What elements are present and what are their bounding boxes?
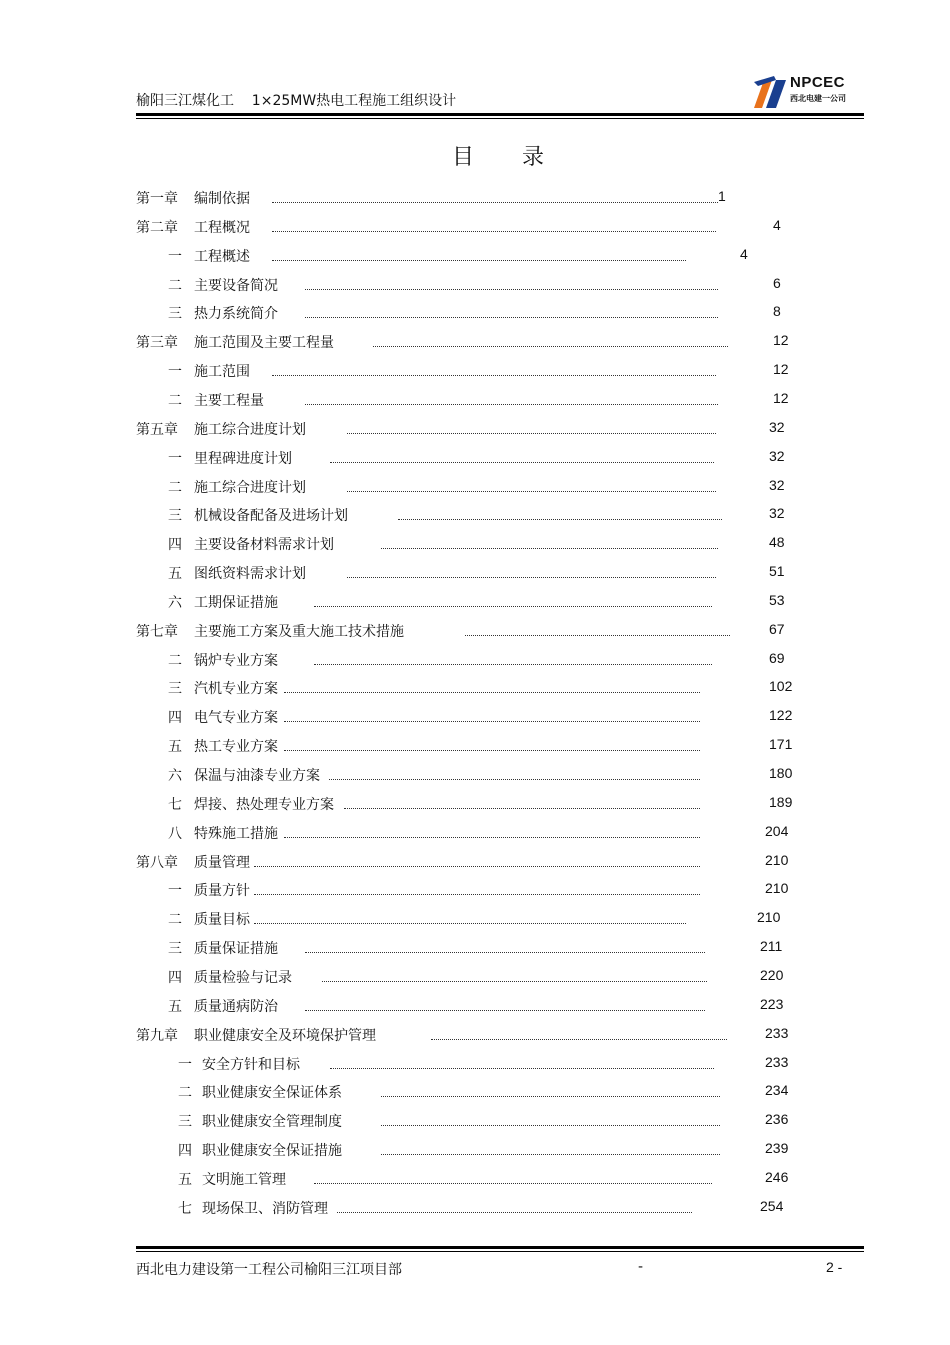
toc-entry-label: 主要施工方案及重大施工技术措施 — [194, 623, 404, 640]
toc-entry-number: 六 — [168, 594, 182, 611]
toc-entry-number: 第一章 — [136, 191, 178, 207]
toc-entry-page: 220 — [760, 966, 784, 983]
toc-entry-page: 32 — [769, 418, 785, 435]
toc-entry-label: 主要设备材料需求计划 — [194, 537, 334, 554]
toc-entry-page: 67 — [769, 620, 785, 637]
toc-entry-page: 1 — [718, 188, 726, 204]
toc-entry-label: 职业健康安全及环境保护管理 — [194, 1027, 376, 1044]
toc-entry-label: 编制依据 — [194, 191, 250, 207]
toc-entry-number: 三 — [168, 508, 182, 525]
toc-entry-leader — [305, 303, 718, 318]
toc-entry-page: 211 — [760, 938, 783, 955]
toc-entry-number: 一 — [168, 248, 182, 265]
toc-entry-leader — [381, 1082, 720, 1097]
toc-entry-number: 第三章 — [136, 335, 178, 352]
toc-entry — [0, 678, 950, 700]
toc-entry-page: 189 — [769, 793, 793, 810]
toc-entry-label: 热工专业方案 — [194, 739, 278, 756]
toc-entry-number: 一 — [168, 450, 182, 467]
toc-entry-leader — [305, 996, 705, 1011]
toc-entry-page: 246 — [765, 1168, 789, 1185]
toc-entry-number: 二 — [168, 392, 182, 409]
toc-entry-page: 122 — [769, 707, 793, 724]
toc-entry-number: 二 — [168, 277, 182, 294]
toc-entry — [0, 1140, 950, 1162]
toc-entry-number: 六 — [168, 768, 182, 784]
toc-entry — [0, 736, 950, 758]
toc-entry-leader — [272, 361, 716, 376]
toc-entry-leader — [398, 505, 722, 520]
toc-entry — [0, 419, 950, 441]
toc-entry-label: 施工范围及主要工程量 — [194, 335, 334, 352]
toc-entry — [0, 765, 950, 787]
toc-entry-page: 210 — [765, 851, 789, 868]
toc-entry-label: 保温与油漆专业方案 — [194, 768, 320, 784]
toc-entry-page: 53 — [769, 591, 785, 608]
toc-entry-page: 102 — [769, 678, 793, 695]
toc-entry-leader — [272, 217, 716, 232]
toc-entry — [0, 996, 950, 1018]
toc-entry-label: 锅炉专业方案 — [194, 652, 278, 669]
toc-entry-leader — [314, 1169, 712, 1184]
toc-entry-label: 工程概况 — [194, 219, 250, 236]
toc-entry — [0, 938, 950, 960]
toc-entry — [0, 1082, 950, 1104]
toc-entry — [0, 1025, 950, 1047]
toc-entry-page: 69 — [769, 649, 785, 666]
toc-entry-page: 4 — [773, 216, 781, 233]
toc-entry-number: 第二章 — [136, 219, 178, 236]
toc-entry-leader — [314, 592, 712, 607]
toc-entry-number: 第七章 — [136, 623, 178, 640]
toc-entry-label: 质量保证措施 — [194, 941, 278, 958]
toc-entry-label: 汽机专业方案 — [194, 681, 278, 698]
toc-entry-leader — [254, 909, 686, 924]
toc-entry-label: 特殊施工措施 — [194, 825, 278, 842]
footer-separator: - — [638, 1259, 644, 1275]
toc-entry-leader — [373, 332, 728, 347]
toc-entry-leader — [344, 794, 700, 809]
toc-entry-label: 焊接、热处理专业方案 — [194, 796, 334, 813]
toc-entry-page: 180 — [769, 765, 793, 781]
toc-entry-number: 二 — [168, 479, 182, 496]
toc-entry-leader — [381, 534, 718, 549]
header-title: 榆阳三江煤化工 1×25MW热电工程施工组织设计 — [136, 93, 457, 109]
toc-entry — [0, 592, 950, 614]
toc-entry-label: 电气专业方案 — [194, 710, 278, 727]
toc-entry-leader — [347, 477, 716, 492]
toc-entry-leader — [431, 1025, 727, 1040]
toc-entry-label: 职业健康安全保证措施 — [202, 1143, 342, 1160]
toc-entry-label: 施工综合进度计划 — [194, 421, 306, 438]
toc-entry-page: 12 — [773, 389, 789, 406]
toc-entry-number: 三 — [168, 306, 182, 323]
toc-entry-label: 施工综合进度计划 — [194, 479, 306, 496]
toc-entry-leader — [284, 736, 700, 751]
toc-entry-number: 一 — [168, 883, 182, 900]
toc-entry-leader — [347, 419, 716, 434]
toc-entry — [0, 1111, 950, 1133]
toc-entry — [0, 1054, 950, 1076]
toc-entry — [0, 880, 950, 902]
toc-entry-number: 四 — [168, 710, 182, 727]
toc-entry-leader — [465, 621, 730, 636]
toc-entry-leader — [330, 448, 714, 463]
toc-entry — [0, 1198, 950, 1220]
toc-entry-label: 质量检验与记录 — [194, 969, 292, 986]
header-rule-thick — [136, 113, 864, 116]
toc-entry — [0, 823, 950, 845]
toc-entry-number: 四 — [178, 1143, 192, 1160]
logo-subtitle: 西北电建一公司 — [790, 94, 846, 103]
toc-entry — [0, 650, 950, 672]
toc-entry-leader — [337, 1198, 692, 1213]
footer-rule-thin — [136, 1251, 864, 1252]
toc-entry-number: 二 — [168, 912, 182, 929]
toc-entry — [0, 332, 950, 354]
toc-entry-label: 工期保证措施 — [194, 594, 278, 611]
toc-entry-leader — [284, 823, 700, 838]
toc-entry-number: 五 — [168, 566, 182, 583]
toc-entry-number: 第五章 — [136, 421, 178, 438]
toc-entry-page: 4 — [740, 245, 748, 262]
toc-entry-label: 现场保卫、消防管理 — [202, 1200, 328, 1217]
toc-entry — [0, 188, 950, 210]
header-rule-thin — [136, 118, 864, 119]
toc-entry-label: 质量通病防治 — [194, 998, 278, 1015]
toc-entry-page: 210 — [765, 880, 789, 897]
toc-entry — [0, 303, 950, 325]
toc-entry-page: 171 — [769, 736, 793, 753]
toc-entry — [0, 361, 950, 383]
toc-entry-number: 一 — [178, 1056, 192, 1073]
toc-entry-page: 233 — [765, 1024, 789, 1041]
toc-entry-leader — [254, 852, 700, 867]
toc-entry-number: 第八章 — [136, 854, 178, 871]
toc-entry-leader — [322, 967, 707, 982]
footer-rule-thick — [136, 1246, 864, 1249]
toc-entry-number: 第九章 — [136, 1027, 178, 1044]
toc-entry-label: 职业健康安全保证体系 — [202, 1085, 342, 1102]
toc-entry — [0, 275, 950, 297]
toc-entry-page: 6 — [773, 274, 781, 291]
toc-entry — [0, 852, 950, 874]
toc-entry-number: 二 — [168, 652, 182, 669]
page-number: 2 - — [826, 1259, 843, 1275]
toc-entry-leader — [329, 765, 700, 780]
toc-entry-page: 223 — [760, 995, 784, 1012]
toc-entry — [0, 217, 950, 239]
toc-entry — [0, 794, 950, 816]
toc-entry — [0, 563, 950, 585]
toc-entry-label: 热力系统简介 — [194, 306, 278, 323]
toc-entry-leader — [272, 246, 686, 261]
toc-entry-leader — [305, 390, 718, 405]
toc-title: 目录 — [452, 145, 593, 170]
toc-entry-page: 210 — [757, 909, 781, 926]
toc-entry — [0, 967, 950, 989]
toc-entry-label: 文明施工管理 — [202, 1171, 286, 1188]
toc-entry-page: 12 — [773, 332, 789, 349]
toc-entry-number: 四 — [168, 969, 182, 986]
toc-entry — [0, 448, 950, 470]
toc-entry-label: 图纸资料需求计划 — [194, 566, 306, 583]
toc-entry-number: 二 — [178, 1085, 192, 1102]
toc-entry-label: 质量管理 — [194, 854, 250, 871]
toc-entry-number: 五 — [178, 1171, 192, 1188]
toc-entry — [0, 477, 950, 499]
toc-entry-number: 七 — [178, 1200, 192, 1217]
toc-entry-label: 质量目标 — [194, 912, 250, 929]
toc-entry-label: 机械设备配备及进场计划 — [194, 508, 348, 525]
toc-entry-label: 工程概述 — [194, 248, 250, 265]
toc-entry-number: 一 — [168, 364, 182, 381]
toc-entry-leader — [314, 650, 712, 665]
toc-entry-page: 32 — [769, 447, 785, 464]
logo-text: NPCEC — [790, 74, 846, 91]
toc-entry-page: 12 — [773, 361, 789, 378]
toc-entry-page: 204 — [765, 822, 789, 839]
toc-entry-page: 234 — [765, 1082, 789, 1099]
toc-entry — [0, 246, 950, 268]
toc-entry-number: 五 — [168, 739, 182, 756]
toc-entry-page: 233 — [765, 1053, 789, 1070]
toc-entry-label: 里程碑进度计划 — [194, 450, 292, 467]
toc-entry-page: 32 — [769, 505, 785, 522]
toc-entry-leader — [254, 880, 700, 895]
toc-entry-page: 254 — [760, 1197, 784, 1214]
toc-entry-page: 51 — [769, 563, 785, 580]
toc-entry-page: 8 — [773, 303, 781, 320]
toc-entry-leader — [284, 678, 700, 693]
toc-entry — [0, 534, 950, 556]
toc-entry — [0, 390, 950, 412]
toc-entry — [0, 621, 950, 643]
toc-entry-leader — [381, 1111, 720, 1126]
toc-entry-number: 四 — [168, 537, 182, 554]
toc-entry-leader — [284, 707, 700, 722]
toc-entry-label: 施工范围 — [194, 364, 250, 381]
footer-organization: 西北电力建设第一工程公司榆阳三江项目部 — [136, 1262, 402, 1278]
toc-entry-page: 32 — [769, 476, 785, 493]
toc-entry — [0, 505, 950, 527]
toc-entry-leader — [330, 1054, 714, 1069]
toc-entry-number: 五 — [168, 998, 182, 1015]
toc-entry — [0, 1169, 950, 1191]
toc-entry-page: 239 — [765, 1140, 789, 1157]
toc-entry-number: 三 — [178, 1114, 192, 1131]
toc-entry-label: 主要工程量 — [194, 392, 264, 409]
toc-entry-label: 职业健康安全管理制度 — [202, 1114, 342, 1131]
toc-entry-label: 安全方针和目标 — [202, 1056, 300, 1073]
toc-entry-number: 三 — [168, 941, 182, 958]
toc-entry — [0, 909, 950, 931]
toc-entry-label: 质量方针 — [194, 883, 250, 900]
toc-entry-leader — [305, 275, 718, 290]
toc-entry-label: 主要设备简况 — [194, 277, 278, 294]
toc-entry-page: 48 — [769, 534, 785, 551]
toc-entry-leader — [381, 1140, 720, 1155]
toc-entry-leader — [272, 188, 718, 203]
toc-entry-leader — [305, 938, 705, 953]
toc-entry — [0, 707, 950, 729]
toc-entry-page: 236 — [765, 1111, 789, 1128]
toc-entry-number: 七 — [168, 796, 182, 813]
toc-entry-leader — [347, 563, 716, 578]
toc-entry-number: 三 — [168, 681, 182, 698]
toc-entry-number: 八 — [168, 825, 182, 842]
